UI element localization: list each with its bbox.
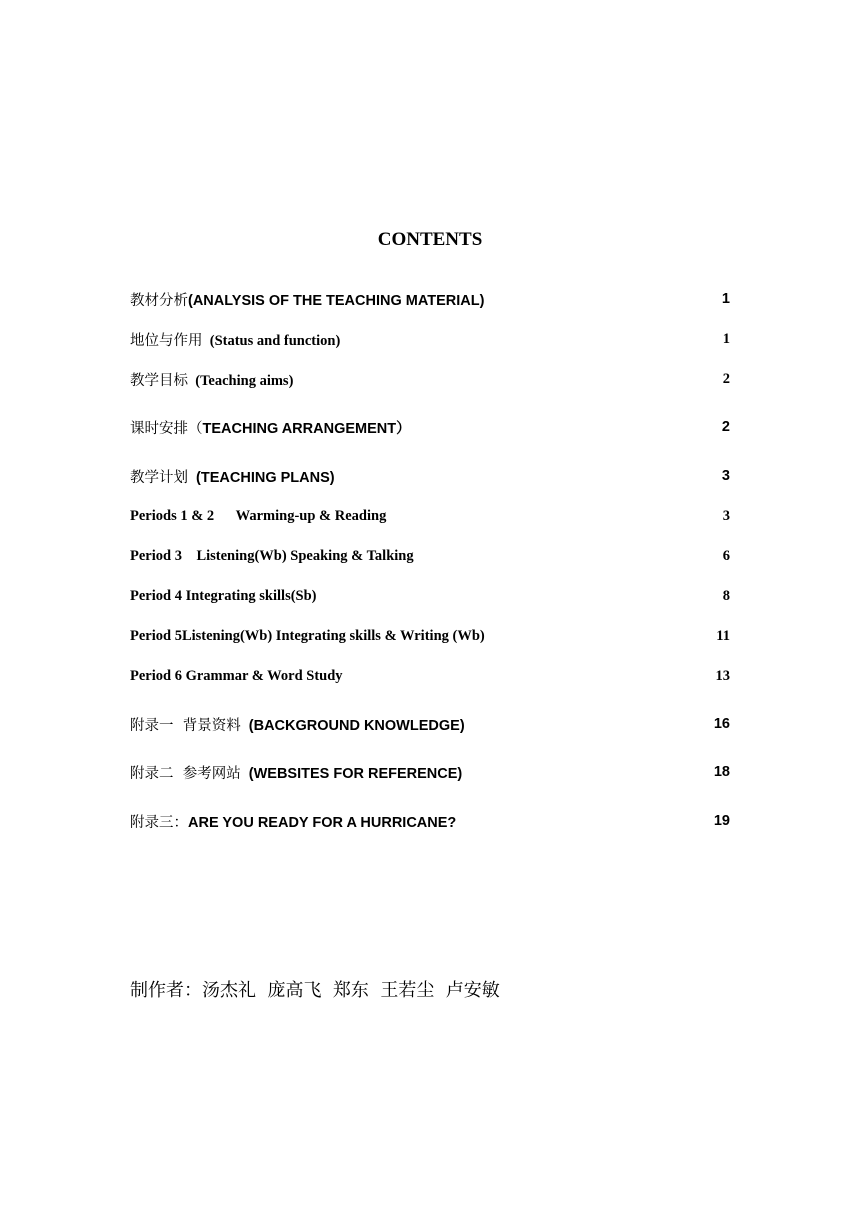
toc-entry-periods-1-2[interactable] xyxy=(130,506,730,526)
toc-entry-analysis[interactable] xyxy=(130,289,730,309)
toc-entry-label: Period 5Listening(Wb) Integrating skills & Writing (Wb) xyxy=(130,627,485,644)
authors-line: 制作者：汤杰礼 庞高飞 郑东 王若尘 卢安敏 xyxy=(130,980,500,1001)
toc-page-number: 18 xyxy=(713,764,730,780)
toc-entry-label: 教学计划 (TEACHING PLANS) xyxy=(130,469,335,486)
toc-entry-teaching-plans[interactable] xyxy=(130,466,730,486)
toc-entry-label: Period 6 Grammar & Word Study xyxy=(130,667,343,684)
toc-page-number: 19 xyxy=(713,813,730,829)
toc-entry-period-6[interactable] xyxy=(130,666,730,686)
toc-page-number: 13 xyxy=(715,667,730,684)
toc-page-number: 1 xyxy=(722,330,730,347)
toc-entry-label: Period 4 Integrating skills(Sb) xyxy=(130,587,317,604)
toc-entry-label: 附录一 背景资料 (BACKGROUND KNOWLEDGE) xyxy=(130,717,465,734)
toc-entry-label: 附录二 参考网站 (WEBSITES FOR REFERENCE) xyxy=(130,765,463,782)
toc-entry-teaching-arrangement[interactable] xyxy=(130,417,730,437)
toc-entry-label: 教学目标 (Teaching aims) xyxy=(130,372,294,389)
toc-entry-period-3[interactable] xyxy=(130,546,730,566)
toc-page-number: 2 xyxy=(722,370,730,387)
toc-entry-label: Periods 1 & 2 Warming-up & Reading xyxy=(130,507,387,524)
toc-entry-label: 附录三：ARE YOU READY FOR A HURRICANE? xyxy=(130,814,457,831)
toc-entry-label: Period 3 Listening(Wb) Speaking & Talking xyxy=(130,547,414,564)
toc-entry-teaching-aims[interactable] xyxy=(130,369,730,389)
toc-page-number: 3 xyxy=(722,507,730,524)
toc-entry-appendix-2[interactable] xyxy=(130,762,730,782)
toc-page-number: 8 xyxy=(722,587,730,604)
page-title: CONTENTS xyxy=(377,229,483,250)
toc-entry-label: 地位与作用 (Status and function) xyxy=(130,332,341,349)
toc-entry-appendix-1[interactable] xyxy=(130,714,730,734)
toc-entry-period-4[interactable] xyxy=(130,586,730,606)
toc-entry-appendix-3[interactable] xyxy=(130,811,730,831)
toc-page-number: 11 xyxy=(716,627,730,644)
toc-entry-label: 教材分析(ANALYSIS OF THE TEACHING MATERIAL) xyxy=(130,292,485,309)
toc-entry-status-function[interactable] xyxy=(130,329,730,349)
toc-page-number: 1 xyxy=(721,291,730,307)
toc-entry-label: 课时安排（TEACHING ARRANGEMENT） xyxy=(130,420,411,437)
toc-page-number: 3 xyxy=(721,468,730,484)
toc-page-number: 6 xyxy=(722,547,730,564)
toc-page-number: 2 xyxy=(721,419,730,435)
toc-entry-period-5[interactable] xyxy=(130,626,730,646)
toc-page-number: 16 xyxy=(713,716,730,732)
